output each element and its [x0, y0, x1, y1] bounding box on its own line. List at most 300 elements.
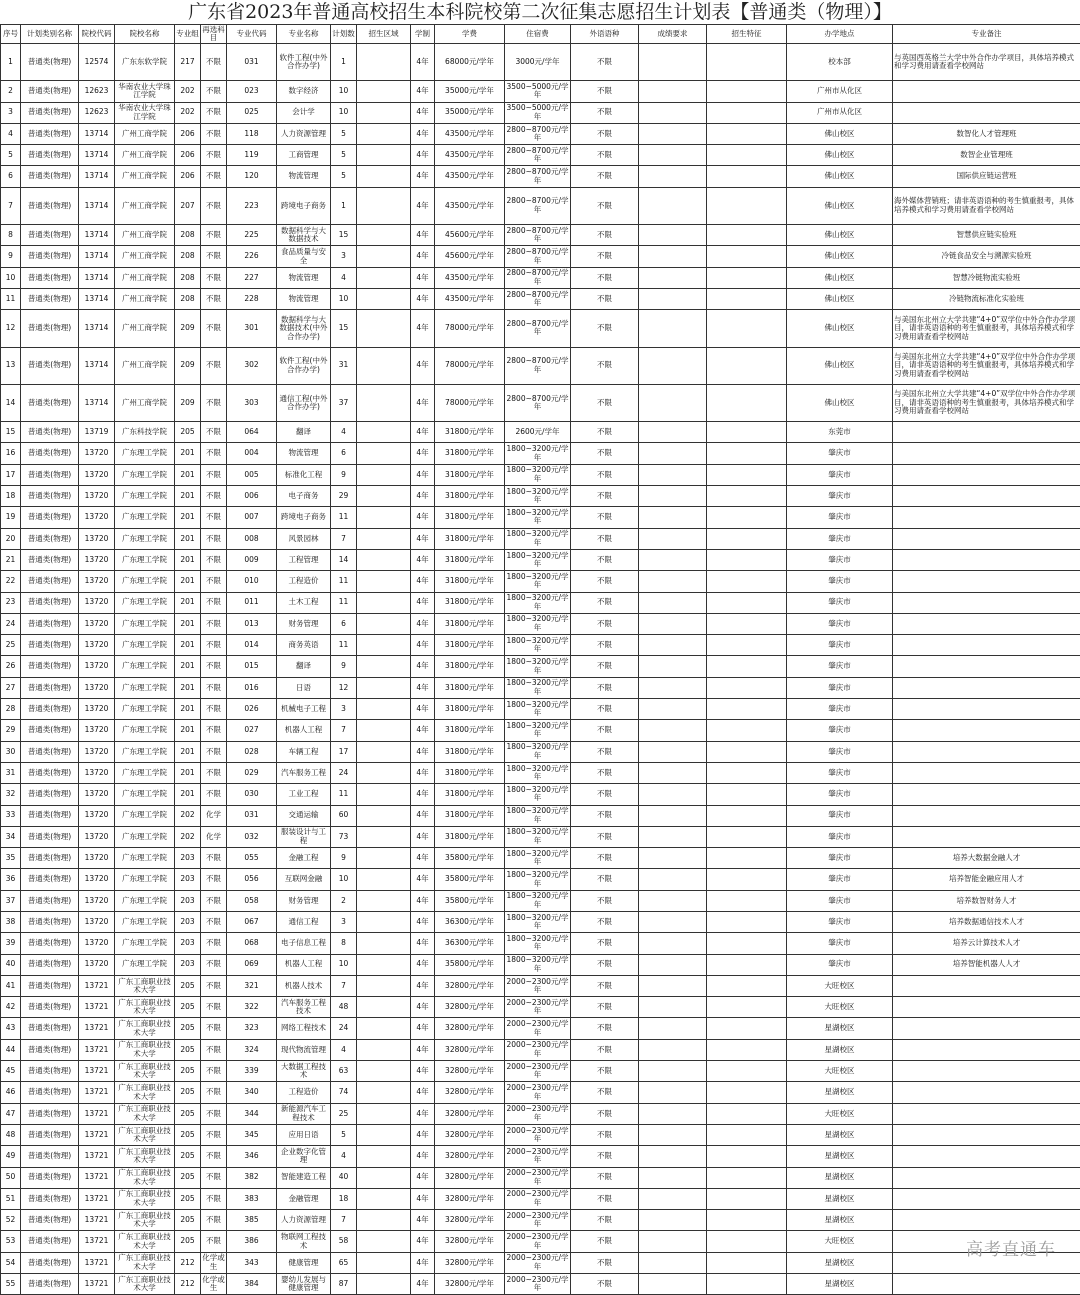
major-code-cell: 302: [227, 347, 277, 384]
score-requirement-cell: [639, 571, 707, 592]
enroll-region-cell: [357, 1061, 411, 1082]
table-row: [1, 635, 1080, 656]
campus-location-cell: 肇庆市: [787, 805, 893, 826]
enroll-region-cell: [357, 933, 411, 954]
school-code-cell: 13720: [79, 848, 115, 869]
row-number-cell: 22: [1, 571, 21, 592]
tuition-cell: 35800元/学年: [435, 869, 505, 890]
duration-cell: 4年: [411, 422, 435, 443]
plan-count-cell: 5: [331, 166, 357, 187]
foreign-language-cell: 不限: [571, 267, 639, 288]
school-name-cell: 广州工商学院: [115, 166, 175, 187]
tuition-cell: 31800元/学年: [435, 635, 505, 656]
plan-category-cell: 普通类(物理): [21, 102, 79, 123]
major-name-cell: 通信工程: [277, 911, 331, 932]
dorm-fee-cell: 2000~2300元/学年: [505, 1167, 571, 1188]
enroll-feature-cell: [707, 805, 787, 826]
table-row: [1, 1274, 1080, 1295]
enroll-region-cell: [357, 1252, 411, 1273]
elective-subject-cell: 化学: [201, 805, 227, 826]
table-row: [1, 288, 1080, 309]
major-code-cell: 340: [227, 1082, 277, 1103]
campus-location-cell: 大旺校区: [787, 1061, 893, 1082]
dorm-fee-cell: 2800~8700元/学年: [505, 267, 571, 288]
school-code-cell: 13714: [79, 267, 115, 288]
major-remark-cell: 与美国东北州立大学共建“4+0”双学位中外合作办学项目，请非英语语种的考生慎重报考，具体培养模式和学习费用请查看学校网站: [893, 310, 1080, 347]
plan-category-cell: 普通类(物理): [21, 443, 79, 464]
major-name-cell: 人力资源管理: [277, 123, 331, 144]
dorm-fee-cell: 1800~3200元/学年: [505, 741, 571, 762]
plan-category-cell: 普通类(物理): [21, 848, 79, 869]
table-row: [1, 1082, 1080, 1103]
plan-count-cell: 4: [331, 1146, 357, 1167]
plan-category-cell: 普通类(物理): [21, 954, 79, 975]
duration-cell: 4年: [411, 1061, 435, 1082]
campus-location-cell: 东莞市: [787, 422, 893, 443]
plan-count-cell: 58: [331, 1231, 357, 1252]
elective-subject-cell: 不限: [201, 848, 227, 869]
major-group-cell: 212: [175, 1252, 201, 1273]
tuition-cell: 43500元/学年: [435, 145, 505, 166]
enroll-feature-cell: [707, 571, 787, 592]
plan-count-cell: 14: [331, 549, 357, 570]
enroll-feature-cell: [707, 975, 787, 996]
duration-cell: 4年: [411, 549, 435, 570]
table-row: [1, 933, 1080, 954]
school-code-cell: 13721: [79, 1039, 115, 1060]
row-number-cell: 6: [1, 166, 21, 187]
school-name-cell: 华南农业大学珠江学院: [115, 102, 175, 123]
score-requirement-cell: [639, 422, 707, 443]
duration-cell: 4年: [411, 310, 435, 347]
score-requirement-cell: [639, 656, 707, 677]
major-group-cell: 205: [175, 1124, 201, 1145]
tuition-cell: 31800元/学年: [435, 528, 505, 549]
row-number-cell: 55: [1, 1274, 21, 1295]
table-row: [1, 911, 1080, 932]
tuition-cell: 31800元/学年: [435, 784, 505, 805]
foreign-language-cell: 不限: [571, 656, 639, 677]
elective-subject-cell: 不限: [201, 762, 227, 783]
school-name-cell: 广东理工学院: [115, 805, 175, 826]
dorm-fee-cell: 2000~2300元/学年: [505, 1146, 571, 1167]
major-group-cell: 203: [175, 911, 201, 932]
score-requirement-cell: [639, 1146, 707, 1167]
tuition-cell: 35800元/学年: [435, 954, 505, 975]
major-name-cell: 智能建造工程: [277, 1167, 331, 1188]
school-name-cell: 广东理工学院: [115, 571, 175, 592]
school-name-cell: 广东理工学院: [115, 890, 175, 911]
dorm-fee-cell: 2800~8700元/学年: [505, 310, 571, 347]
major-code-cell: 339: [227, 1061, 277, 1082]
school-code-cell: 13714: [79, 166, 115, 187]
column-header: 外语语种: [571, 25, 639, 44]
major-remark-cell: 智慧供应链实验班: [893, 225, 1080, 246]
column-header: 计划数: [331, 25, 357, 44]
table-row: [1, 384, 1080, 421]
dorm-fee-cell: 3500~5000元/学年: [505, 81, 571, 102]
school-name-cell: 广东工商职业技术大学: [115, 1146, 175, 1167]
duration-cell: 4年: [411, 384, 435, 421]
major-group-cell: 203: [175, 869, 201, 890]
elective-subject-cell: 不限: [201, 1103, 227, 1124]
enroll-feature-cell: [707, 1231, 787, 1252]
row-number-cell: 27: [1, 677, 21, 698]
school-code-cell: 13720: [79, 869, 115, 890]
table-row: [1, 720, 1080, 741]
table-row: [1, 549, 1080, 570]
major-code-cell: 055: [227, 848, 277, 869]
major-group-cell: 201: [175, 443, 201, 464]
major-group-cell: 209: [175, 384, 201, 421]
duration-cell: 4年: [411, 933, 435, 954]
enroll-feature-cell: [707, 288, 787, 309]
major-name-cell: 翻译: [277, 656, 331, 677]
enroll-region-cell: [357, 1124, 411, 1145]
plan-count-cell: 18: [331, 1188, 357, 1209]
foreign-language-cell: 不限: [571, 1231, 639, 1252]
duration-cell: 4年: [411, 81, 435, 102]
major-name-cell: 土木工程: [277, 592, 331, 613]
major-remark-cell: [893, 486, 1080, 507]
column-header: 专业备注: [893, 25, 1080, 44]
major-code-cell: 010: [227, 571, 277, 592]
enroll-region-cell: [357, 997, 411, 1018]
table-row: [1, 187, 1080, 224]
school-name-cell: 广东科技学院: [115, 422, 175, 443]
score-requirement-cell: [639, 613, 707, 634]
foreign-language-cell: 不限: [571, 422, 639, 443]
elective-subject-cell: 不限: [201, 384, 227, 421]
major-name-cell: 交通运输: [277, 805, 331, 826]
duration-cell: 4年: [411, 1124, 435, 1145]
major-name-cell: 数据科学与大数据技术: [277, 225, 331, 246]
duration-cell: 4年: [411, 613, 435, 634]
foreign-language-cell: 不限: [571, 507, 639, 528]
tuition-cell: 31800元/学年: [435, 677, 505, 698]
school-name-cell: 广东理工学院: [115, 954, 175, 975]
foreign-language-cell: 不限: [571, 123, 639, 144]
row-number-cell: 29: [1, 720, 21, 741]
foreign-language-cell: 不限: [571, 486, 639, 507]
enroll-feature-cell: [707, 1061, 787, 1082]
major-name-cell: 食品质量与安全: [277, 246, 331, 267]
row-number-cell: 49: [1, 1146, 21, 1167]
duration-cell: 4年: [411, 187, 435, 224]
major-name-cell: 电子信息工程: [277, 933, 331, 954]
enroll-region-cell: [357, 507, 411, 528]
plan-category-cell: 普通类(物理): [21, 1210, 79, 1231]
enrollment-plan-table: [0, 24, 1080, 1295]
duration-cell: 4年: [411, 656, 435, 677]
enroll-feature-cell: [707, 246, 787, 267]
major-group-cell: 207: [175, 187, 201, 224]
school-name-cell: 广州工商学院: [115, 347, 175, 384]
major-remark-cell: 培养智能机器人人才: [893, 954, 1080, 975]
table-row: [1, 123, 1080, 144]
major-group-cell: 205: [175, 1061, 201, 1082]
major-group-cell: 205: [175, 975, 201, 996]
table-row: [1, 1039, 1080, 1060]
enroll-feature-cell: [707, 720, 787, 741]
school-name-cell: 广东工商职业技术大学: [115, 1082, 175, 1103]
plan-count-cell: 17: [331, 741, 357, 762]
table-row: [1, 677, 1080, 698]
foreign-language-cell: 不限: [571, 911, 639, 932]
elective-subject-cell: 不限: [201, 102, 227, 123]
foreign-language-cell: 不限: [571, 741, 639, 762]
column-header: 院校名称: [115, 25, 175, 44]
dorm-fee-cell: 2000~2300元/学年: [505, 1210, 571, 1231]
major-name-cell: 数字经济: [277, 81, 331, 102]
major-group-cell: 201: [175, 549, 201, 570]
dorm-fee-cell: 1800~3200元/学年: [505, 592, 571, 613]
major-code-cell: 005: [227, 464, 277, 485]
foreign-language-cell: 不限: [571, 288, 639, 309]
tuition-cell: 31800元/学年: [435, 571, 505, 592]
campus-location-cell: 大旺校区: [787, 975, 893, 996]
row-number-cell: 40: [1, 954, 21, 975]
duration-cell: 4年: [411, 1082, 435, 1103]
foreign-language-cell: 不限: [571, 1039, 639, 1060]
duration-cell: 4年: [411, 145, 435, 166]
score-requirement-cell: [639, 677, 707, 698]
plan-category-cell: 普通类(物理): [21, 1167, 79, 1188]
major-name-cell: 工程管理: [277, 549, 331, 570]
major-remark-cell: [893, 1039, 1080, 1060]
duration-cell: 4年: [411, 507, 435, 528]
campus-location-cell: 佛山校区: [787, 288, 893, 309]
enroll-region-cell: [357, 81, 411, 102]
plan-count-cell: 65: [331, 1252, 357, 1273]
elective-subject-cell: 化学或生: [201, 1274, 227, 1295]
major-group-cell: 201: [175, 720, 201, 741]
major-name-cell: 机器人工程: [277, 954, 331, 975]
campus-location-cell: 佛山校区: [787, 225, 893, 246]
row-number-cell: 45: [1, 1061, 21, 1082]
row-number-cell: 39: [1, 933, 21, 954]
foreign-language-cell: 不限: [571, 1124, 639, 1145]
foreign-language-cell: 不限: [571, 869, 639, 890]
major-code-cell: 028: [227, 741, 277, 762]
major-code-cell: 023: [227, 81, 277, 102]
school-code-cell: 13720: [79, 635, 115, 656]
enroll-region-cell: [357, 1146, 411, 1167]
major-code-cell: 008: [227, 528, 277, 549]
tuition-cell: 32800元/学年: [435, 1274, 505, 1295]
duration-cell: 4年: [411, 225, 435, 246]
row-number-cell: 7: [1, 187, 21, 224]
school-name-cell: 广东理工学院: [115, 848, 175, 869]
school-code-cell: 13720: [79, 762, 115, 783]
dorm-fee-cell: 1800~3200元/学年: [505, 443, 571, 464]
enroll-feature-cell: [707, 677, 787, 698]
school-name-cell: 广州工商学院: [115, 267, 175, 288]
major-code-cell: 301: [227, 310, 277, 347]
school-name-cell: 广东工商职业技术大学: [115, 1167, 175, 1188]
duration-cell: 4年: [411, 166, 435, 187]
dorm-fee-cell: 2000~2300元/学年: [505, 1082, 571, 1103]
column-header: 成绩要求: [639, 25, 707, 44]
table-row: [1, 166, 1080, 187]
school-code-cell: 13720: [79, 677, 115, 698]
enroll-feature-cell: [707, 1188, 787, 1209]
enroll-feature-cell: [707, 592, 787, 613]
score-requirement-cell: [639, 1018, 707, 1039]
major-name-cell: 互联网金融: [277, 869, 331, 890]
dorm-fee-cell: 2000~2300元/学年: [505, 1103, 571, 1124]
tuition-cell: 32800元/学年: [435, 1188, 505, 1209]
major-name-cell: 新能源汽车工程技术: [277, 1103, 331, 1124]
school-name-cell: 广东工商职业技术大学: [115, 1061, 175, 1082]
plan-count-cell: 15: [331, 225, 357, 246]
major-group-cell: 201: [175, 741, 201, 762]
elective-subject-cell: 不限: [201, 267, 227, 288]
major-code-cell: 321: [227, 975, 277, 996]
elective-subject-cell: 不限: [201, 528, 227, 549]
tuition-cell: 35000元/学年: [435, 102, 505, 123]
major-name-cell: 物流管理: [277, 443, 331, 464]
school-code-cell: 13720: [79, 528, 115, 549]
score-requirement-cell: [639, 762, 707, 783]
major-code-cell: 386: [227, 1231, 277, 1252]
school-name-cell: 广东理工学院: [115, 699, 175, 720]
dorm-fee-cell: 2000~2300元/学年: [505, 1252, 571, 1273]
row-number-cell: 41: [1, 975, 21, 996]
enroll-region-cell: [357, 677, 411, 698]
plan-count-cell: 8: [331, 933, 357, 954]
elective-subject-cell: 不限: [201, 507, 227, 528]
score-requirement-cell: [639, 549, 707, 570]
major-code-cell: 384: [227, 1274, 277, 1295]
table-row: [1, 869, 1080, 890]
tuition-cell: 31800元/学年: [435, 422, 505, 443]
plan-category-cell: 普通类(物理): [21, 1146, 79, 1167]
plan-category-cell: 普通类(物理): [21, 805, 79, 826]
elective-subject-cell: 不限: [201, 1188, 227, 1209]
plan-category-cell: 普通类(物理): [21, 44, 79, 81]
major-name-cell: 健康管理: [277, 1252, 331, 1273]
foreign-language-cell: 不限: [571, 975, 639, 996]
duration-cell: 4年: [411, 464, 435, 485]
table-row: [1, 997, 1080, 1018]
table-row: [1, 528, 1080, 549]
table-row: [1, 267, 1080, 288]
enroll-feature-cell: [707, 166, 787, 187]
campus-location-cell: 大旺校区: [787, 1103, 893, 1124]
major-name-cell: 会计学: [277, 102, 331, 123]
plan-category-cell: 普通类(物理): [21, 1018, 79, 1039]
major-code-cell: 227: [227, 267, 277, 288]
table-row: [1, 1146, 1080, 1167]
school-name-cell: 广东理工学院: [115, 826, 175, 847]
enroll-region-cell: [357, 44, 411, 81]
campus-location-cell: 肇庆市: [787, 571, 893, 592]
major-name-cell: 工商管理: [277, 145, 331, 166]
elective-subject-cell: 不限: [201, 592, 227, 613]
major-group-cell: 206: [175, 123, 201, 144]
campus-location-cell: 肇庆市: [787, 762, 893, 783]
row-number-cell: 43: [1, 1018, 21, 1039]
table-row: [1, 656, 1080, 677]
column-header: 序号: [1, 25, 21, 44]
dorm-fee-cell: 2800~8700元/学年: [505, 246, 571, 267]
enroll-feature-cell: [707, 443, 787, 464]
plan-category-cell: 普通类(物理): [21, 677, 79, 698]
duration-cell: 4年: [411, 635, 435, 656]
enroll-feature-cell: [707, 1039, 787, 1060]
table-row: [1, 102, 1080, 123]
plan-count-cell: 5: [331, 1124, 357, 1145]
foreign-language-cell: 不限: [571, 225, 639, 246]
major-code-cell: 324: [227, 1039, 277, 1060]
campus-location-cell: 大旺校区: [787, 1231, 893, 1252]
duration-cell: 4年: [411, 102, 435, 123]
foreign-language-cell: 不限: [571, 384, 639, 421]
dorm-fee-cell: 2800~8700元/学年: [505, 347, 571, 384]
column-header: 学制: [411, 25, 435, 44]
score-requirement-cell: [639, 635, 707, 656]
major-remark-cell: [893, 1061, 1080, 1082]
major-code-cell: 004: [227, 443, 277, 464]
foreign-language-cell: 不限: [571, 549, 639, 570]
school-name-cell: 广东工商职业技术大学: [115, 1124, 175, 1145]
dorm-fee-cell: 1800~3200元/学年: [505, 933, 571, 954]
plan-category-cell: 普通类(物理): [21, 826, 79, 847]
major-remark-cell: [893, 1274, 1080, 1295]
school-code-cell: 13721: [79, 997, 115, 1018]
major-remark-cell: [893, 1210, 1080, 1231]
foreign-language-cell: 不限: [571, 592, 639, 613]
elective-subject-cell: 不限: [201, 911, 227, 932]
major-group-cell: 217: [175, 44, 201, 81]
school-name-cell: 广东理工学院: [115, 911, 175, 932]
major-name-cell: 金融工程: [277, 848, 331, 869]
elective-subject-cell: 不限: [201, 1082, 227, 1103]
school-code-cell: 13721: [79, 1188, 115, 1209]
plan-category-cell: 普通类(物理): [21, 486, 79, 507]
elective-subject-cell: 不限: [201, 1039, 227, 1060]
major-name-cell: 电子商务: [277, 486, 331, 507]
dorm-fee-cell: 2800~8700元/学年: [505, 166, 571, 187]
dorm-fee-cell: 2000~2300元/学年: [505, 1061, 571, 1082]
school-code-cell: 12574: [79, 44, 115, 81]
major-remark-cell: [893, 443, 1080, 464]
enroll-feature-cell: [707, 1252, 787, 1273]
row-number-cell: 1: [1, 44, 21, 81]
enroll-region-cell: [357, 1167, 411, 1188]
major-code-cell: 119: [227, 145, 277, 166]
campus-location-cell: 肇庆市: [787, 869, 893, 890]
campus-location-cell: 肇庆市: [787, 954, 893, 975]
tuition-cell: 32800元/学年: [435, 1061, 505, 1082]
row-number-cell: 31: [1, 762, 21, 783]
enroll-feature-cell: [707, 911, 787, 932]
enroll-feature-cell: [707, 869, 787, 890]
tuition-cell: 31800元/学年: [435, 592, 505, 613]
campus-location-cell: 星湖校区: [787, 1018, 893, 1039]
row-number-cell: 54: [1, 1252, 21, 1273]
column-header: 再选科目: [201, 25, 227, 44]
major-group-cell: 201: [175, 784, 201, 805]
enroll-region-cell: [357, 805, 411, 826]
duration-cell: 4年: [411, 848, 435, 869]
score-requirement-cell: [639, 1252, 707, 1273]
plan-category-cell: 普通类(物理): [21, 310, 79, 347]
plan-count-cell: 7: [331, 528, 357, 549]
major-code-cell: 011: [227, 592, 277, 613]
elective-subject-cell: 不限: [201, 347, 227, 384]
